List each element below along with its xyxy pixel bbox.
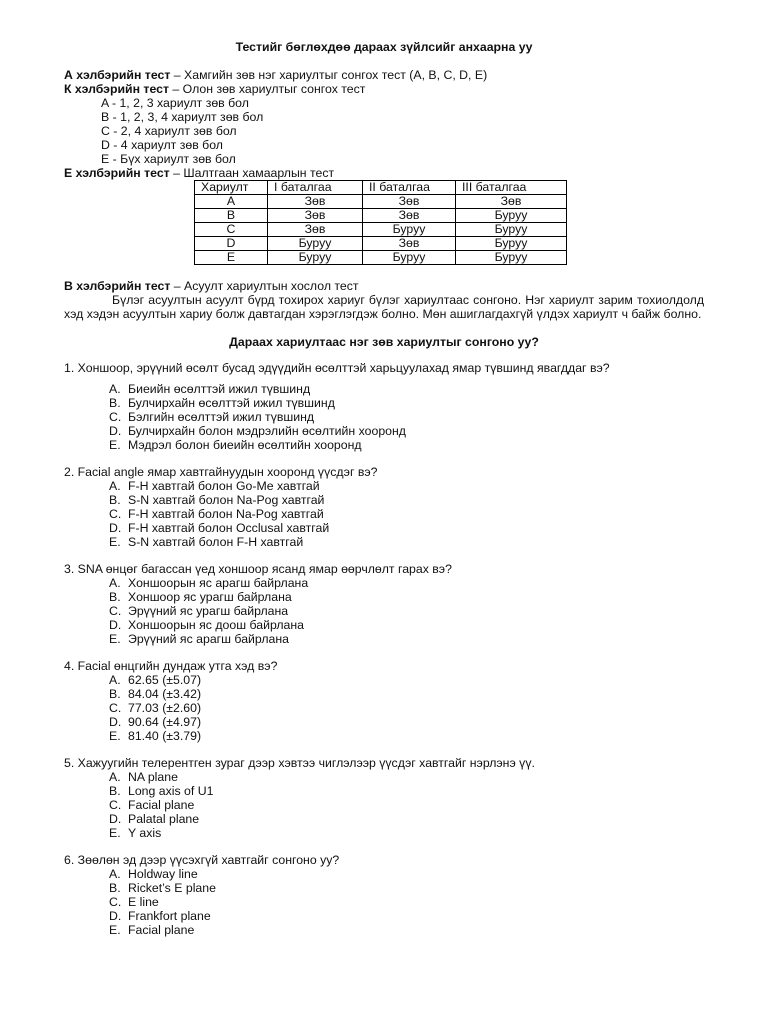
- option-letter: B.: [109, 493, 121, 507]
- option-letter: C.: [109, 507, 122, 521]
- option-item: [109, 701, 704, 715]
- type-a-label: А хэлбэрийн тест: [64, 68, 171, 82]
- table-cell: Зөв: [456, 195, 567, 209]
- option-text: Булчирхайн болон мэдрэлийн өсөлтийн хооронд: [128, 424, 406, 438]
- option-text: Facial plane: [128, 923, 195, 937]
- type-b-paragraph: [64, 293, 704, 321]
- option-text: 90.64 (±4.97): [128, 715, 202, 729]
- option-item: [109, 479, 704, 493]
- table-cell: Буруу: [363, 223, 456, 237]
- option-list: [64, 867, 704, 937]
- option-text: Хоншоорын яс арагш байрлана: [128, 576, 309, 590]
- table-cell: Зөв: [268, 195, 363, 209]
- option-item: [109, 507, 704, 521]
- table-cell: Зөв: [268, 223, 363, 237]
- option-text: Holdway line: [128, 867, 198, 881]
- table-cell: Буруу: [456, 209, 567, 223]
- option-letter: D.: [109, 618, 122, 632]
- option-text: Long axis of U1: [128, 784, 214, 798]
- option-letter: B.: [109, 784, 121, 798]
- option-item: [109, 798, 704, 812]
- option-text: Frankfort plane: [128, 909, 211, 923]
- option-letter: C.: [109, 895, 122, 909]
- option-item: [109, 618, 704, 632]
- option-item: [109, 438, 704, 452]
- document-page: [64, 40, 704, 937]
- option-text: Эрүүний яс урагш байрлана: [128, 604, 289, 618]
- type-k-item: E - Бүх хариулт зөв бол: [101, 152, 236, 166]
- question-block: [64, 756, 704, 840]
- option-text: Ricket’s E plane: [128, 881, 216, 895]
- type-k-item: C - 2, 4 хариулт зөв бол: [101, 124, 237, 138]
- option-letter: E.: [109, 729, 121, 743]
- table-cell: Зөв: [363, 237, 456, 251]
- option-item: [109, 923, 704, 937]
- question-block: [64, 659, 704, 743]
- option-text: F-H хавтгай болон Na-Pog хавтгай: [128, 507, 324, 521]
- option-list: [64, 576, 704, 646]
- table-cell: D: [195, 237, 268, 251]
- type-a-line: [64, 68, 704, 82]
- option-text: Facial plane: [128, 798, 195, 812]
- question-block: [64, 853, 704, 937]
- table-header-cell: I баталгаа: [268, 181, 363, 195]
- option-letter: D.: [109, 521, 122, 535]
- document-title: Тестийг бөглөхдөө дараах зүйлсийг анхаарна уу: [235, 40, 533, 54]
- option-text: E line: [128, 895, 159, 909]
- question-text: 4. Facial өнцгийн дундаж утга хэд вэ?: [64, 659, 278, 673]
- option-item: [109, 770, 704, 784]
- table-cell: Зөв: [363, 209, 456, 223]
- option-text: Хоншоорын яс доош байрлана: [128, 618, 305, 632]
- table-cell: Буруу: [456, 237, 567, 251]
- question-text: 6. Зөөлөн эд дээр үүсэхгүй хавтгайг сонгоно уу?: [64, 853, 340, 867]
- table-row: [195, 223, 567, 237]
- table-row: [195, 251, 567, 265]
- option-list: [64, 673, 704, 743]
- option-text: Биеийн өсөлттэй ижил түвшинд: [128, 382, 311, 396]
- option-letter: C.: [109, 798, 122, 812]
- table-cell: E: [195, 251, 268, 265]
- option-letter: C.: [109, 604, 122, 618]
- option-item: [109, 493, 704, 507]
- option-letter: A.: [109, 479, 121, 493]
- option-text: S-N хавтгай болон F-H хавтгай: [128, 535, 304, 549]
- question-text: 2. Facial angle ямар хавтгайнуудын хооронд үүсдэг вэ?: [64, 465, 378, 479]
- option-item: [109, 826, 704, 840]
- option-text: NA plane: [128, 770, 178, 784]
- option-letter: B.: [109, 396, 121, 410]
- option-letter: E.: [109, 535, 121, 549]
- option-list: [64, 479, 704, 549]
- table-header-cell: II баталгаа: [363, 181, 456, 195]
- table-header-cell: Хариулт: [195, 181, 268, 195]
- option-text: 81.40 (±3.79): [128, 729, 202, 743]
- option-letter: A.: [109, 576, 121, 590]
- option-item: [109, 604, 704, 618]
- table-row: [195, 209, 567, 223]
- type-k-line: [64, 82, 704, 96]
- option-item: [109, 382, 704, 396]
- option-item: [109, 673, 704, 687]
- table-cell: A: [195, 195, 268, 209]
- option-item: [109, 687, 704, 701]
- questions-subtitle: Дараах хариултаас нэг зөв хариултыг сонгоно уу?: [229, 335, 539, 349]
- option-item: [109, 909, 704, 923]
- option-item: [109, 396, 704, 410]
- option-item: [109, 576, 704, 590]
- type-k-item: A - 1, 2, 3 хариулт зөв бол: [101, 96, 249, 110]
- question-block: [64, 562, 704, 646]
- option-item: [109, 895, 704, 909]
- option-list: [64, 382, 704, 452]
- table-cell: C: [195, 223, 268, 237]
- option-text: 77.03 (±2.60): [128, 701, 202, 715]
- table-cell: Буруу: [456, 223, 567, 237]
- option-text: Palatal plane: [128, 812, 200, 826]
- type-b-text: – Асуулт хариултын хослол тест: [170, 279, 359, 293]
- option-item: [109, 535, 704, 549]
- option-text: S-N хавтгай болон Na-Pog хавтгай: [128, 493, 325, 507]
- option-letter: D.: [109, 424, 122, 438]
- table-header-row: [195, 181, 567, 195]
- question-block: [64, 465, 704, 549]
- table-cell: Зөв: [268, 209, 363, 223]
- option-item: [109, 881, 704, 895]
- option-letter: C.: [109, 701, 122, 715]
- option-item: [109, 424, 704, 438]
- table-cell: B: [195, 209, 268, 223]
- table-row: [195, 237, 567, 251]
- option-item: [109, 521, 704, 535]
- option-item: [109, 590, 704, 604]
- type-b-paragraph-text: Бүлэг асуултын асуулт бүрд тохирох хариуг бүлэг хариултаас сонгоно. Нэг хариулт зарим тохиолдолд хэд хэдэн асуултын хариу болж давтагдан хэрэглэгдэж болно. Мөн ашиглагдахгүй үлдэх хариулт ч байж болно.: [64, 293, 704, 321]
- option-letter: D.: [109, 812, 122, 826]
- option-item: [109, 784, 704, 798]
- option-item: [109, 729, 704, 743]
- option-list: [64, 770, 704, 840]
- option-letter: B.: [109, 687, 121, 701]
- question-text: 1. Хоншоор, эрүүний өсөлт бусад эдүүдийн өсөлттэй харьцуулахад ямар түвшинд явагддаг вэ?: [64, 361, 610, 375]
- option-letter: C.: [109, 410, 122, 424]
- type-k-label: К хэлбэрийн тест: [64, 82, 169, 96]
- option-letter: B.: [109, 590, 121, 604]
- table-row: [195, 195, 567, 209]
- cause-effect-table: [194, 180, 567, 265]
- table-cell: Зөв: [363, 195, 456, 209]
- option-text: Эрүүний яс арагш байрлана: [128, 632, 289, 646]
- type-k-item: B - 1, 2, 3, 4 хариулт зөв бол: [101, 110, 264, 124]
- type-e-text: – Шалтгаан хамаарлын тест: [169, 166, 335, 180]
- option-text: Булчирхайн өсөлттэй ижил түвшинд: [128, 396, 335, 410]
- option-item: [109, 715, 704, 729]
- type-b-label: В хэлбэрийн тест: [64, 279, 171, 293]
- question-text: 3. SNA өнцөг багассан үед хоншоор ясанд ямар өөрчлөлт гарах вэ?: [64, 562, 452, 576]
- question-text: 5. Хажуугийн телерентген зураг дээр хэвтээ чиглэлээр үүсдэг хавтгайг нэрлэнэ үү.: [64, 756, 535, 770]
- option-text: Мэдрэл болон биеийн өсөлтийн хооронд: [128, 438, 362, 452]
- type-k-items: [64, 96, 704, 166]
- table-cell: Буруу: [268, 237, 363, 251]
- option-item: [109, 632, 704, 646]
- type-e-line: [64, 166, 704, 180]
- type-b-line: [64, 279, 704, 293]
- option-letter: A.: [109, 867, 121, 881]
- option-letter: E.: [109, 632, 121, 646]
- option-text: Y axis: [128, 826, 162, 840]
- option-letter: B.: [109, 881, 121, 895]
- option-text: 62.65 (±5.07): [128, 673, 202, 687]
- table-cell: Буруу: [363, 251, 456, 265]
- question-block: [64, 361, 704, 452]
- type-e-label: Е хэлбэрийн тест: [64, 166, 170, 180]
- option-item: [109, 410, 704, 424]
- option-letter: E.: [109, 438, 121, 452]
- table-cell: Буруу: [456, 251, 567, 265]
- option-text: F-H хавтгай болон Go-Me хавтгай: [128, 479, 320, 493]
- option-letter: E.: [109, 826, 121, 840]
- option-text: F-H хавтгай болон Occlusal хавтгай: [128, 521, 330, 535]
- table-header-cell: III баталгаа: [456, 181, 567, 195]
- option-letter: E.: [109, 923, 121, 937]
- type-k-text: – Олон зөв хариултыг сонгох тест: [169, 82, 366, 96]
- option-letter: A.: [109, 673, 121, 687]
- option-text: Хоншоор яс урагш байрлана: [128, 590, 292, 604]
- option-letter: D.: [109, 715, 122, 729]
- option-letter: A.: [109, 382, 121, 396]
- option-letter: D.: [109, 909, 122, 923]
- type-a-text: – Хамгийн зөв нэг хариултыг сонгох тест (A, B, C, D, E): [170, 68, 488, 82]
- option-text: Бэлгийн өсөлттэй ижил түвшинд: [128, 410, 315, 424]
- option-text: 84.04 (±3.42): [128, 687, 202, 701]
- option-letter: A.: [109, 770, 121, 784]
- type-k-item: D - 4 хариулт зөв бол: [101, 138, 223, 152]
- option-item: [109, 867, 704, 881]
- table-cell: Буруу: [268, 251, 363, 265]
- option-item: [109, 812, 704, 826]
